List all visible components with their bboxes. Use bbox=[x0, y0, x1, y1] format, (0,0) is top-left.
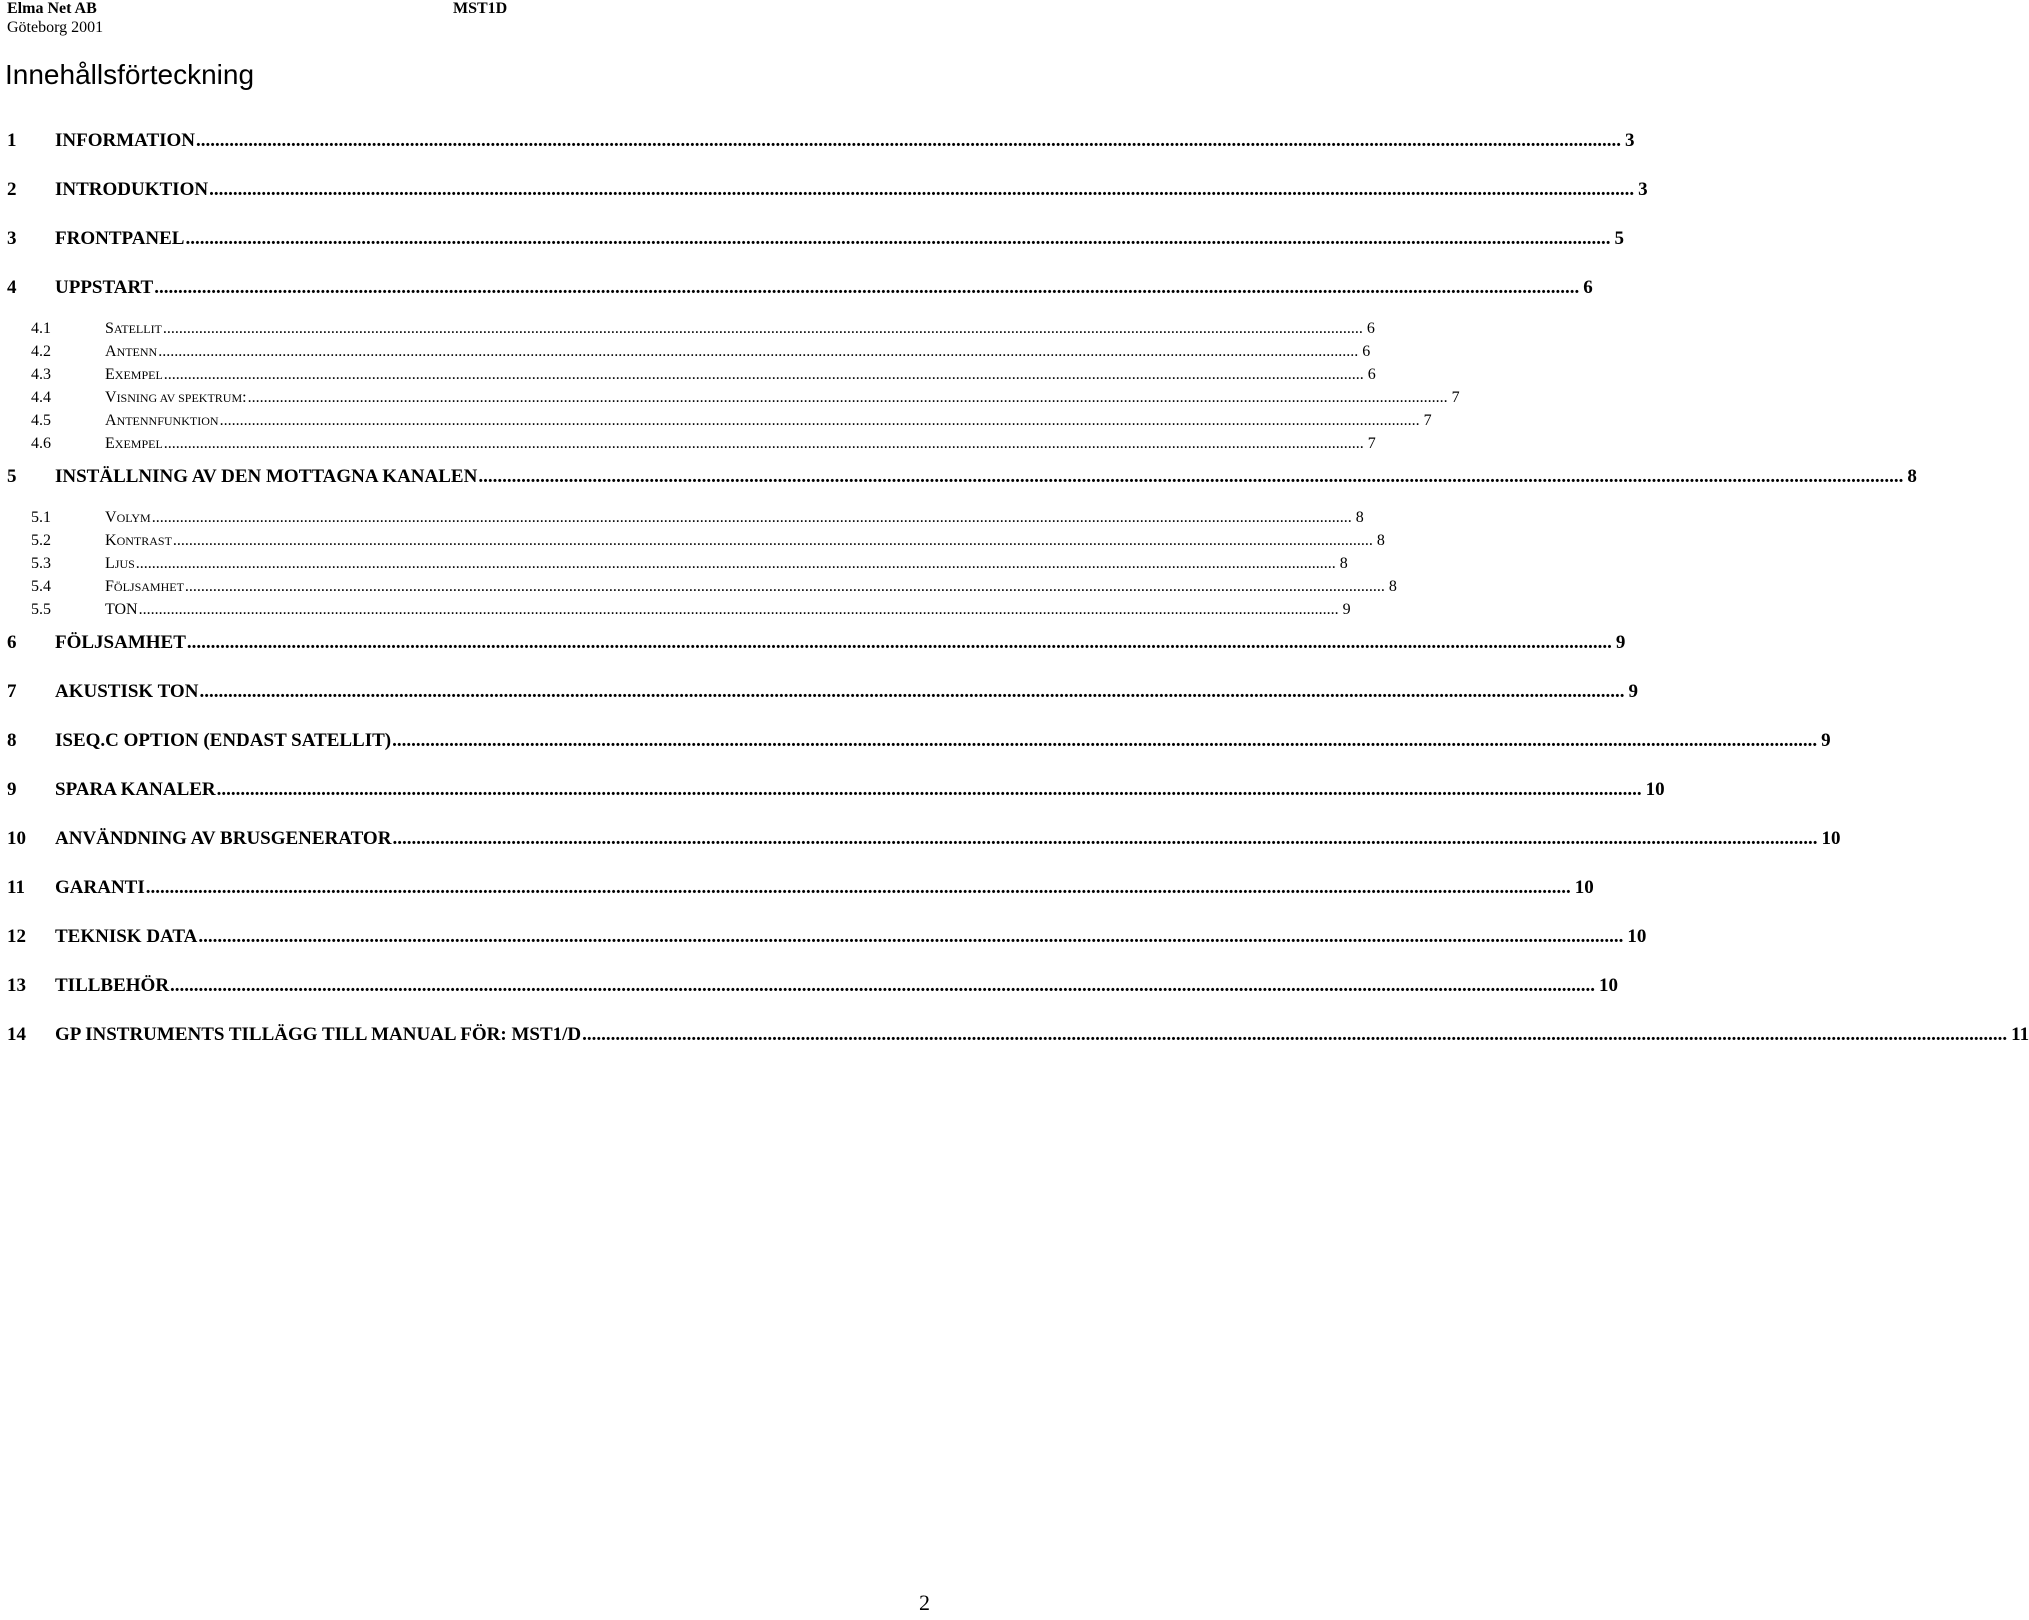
toc-entry-label: INSTÄLLNING AV DEN MOTTAGNA KANALEN bbox=[55, 466, 478, 487]
toc-entry-5-4[interactable] bbox=[0, 576, 1397, 598]
toc-entry-6[interactable] bbox=[0, 630, 1626, 656]
toc-entry-number: 4.2 bbox=[31, 343, 51, 360]
toc-entry-number: 5.5 bbox=[31, 601, 51, 618]
toc-entry-number: 2 bbox=[7, 179, 17, 200]
toc-entry-page: 10 bbox=[1645, 779, 1665, 800]
toc-leader-dots: ............................................................................................................................................................................................................................................................................................................ bbox=[163, 366, 1364, 383]
toc-entry-label: FRONTPANEL bbox=[55, 228, 185, 249]
toc-leader-dots: ............................................................................................................................................................................................................................................................................................................ bbox=[392, 730, 1818, 751]
toc-entry-number: 3 bbox=[7, 228, 17, 249]
toc-entry-label: ANTENNFUNKTION bbox=[105, 412, 219, 429]
toc-entry-number: 8 bbox=[7, 730, 17, 751]
toc-entry-label: ANTENN bbox=[105, 343, 158, 360]
toc-entry-4-6[interactable] bbox=[0, 433, 1376, 455]
toc-entry-page: 8 bbox=[1376, 532, 1385, 549]
page-number: 2 bbox=[919, 1590, 930, 1615]
toc-entry-label: SATELLIT bbox=[105, 320, 162, 337]
toc-entry-5-5[interactable] bbox=[0, 599, 1351, 621]
toc-entry-number: 11 bbox=[7, 877, 25, 898]
toc-entry-page: 11 bbox=[2011, 1024, 2029, 1045]
toc-entry-page: 3 bbox=[1638, 179, 1648, 200]
toc-leader-dots: ............................................................................................................................................................................................................................................................................................................ bbox=[216, 779, 1642, 800]
toc-leader-dots: ............................................................................................................................................................................................................................................................................................................ bbox=[158, 343, 1359, 360]
toc-entry-page: 9 bbox=[1615, 632, 1626, 653]
toc-leader-dots: ............................................................................................................................................................................................................................................................................................................ bbox=[582, 1024, 2008, 1045]
toc-entry-4-3[interactable] bbox=[0, 364, 1376, 386]
toc-entry-5-3[interactable] bbox=[0, 553, 1348, 575]
toc-entry-number: 4.6 bbox=[31, 435, 51, 452]
toc-entry-number: 5.4 bbox=[31, 578, 51, 595]
toc-entry-page: 10 bbox=[1627, 926, 1647, 947]
toc-entry-label: KONTRAST bbox=[105, 532, 172, 549]
toc-entry-page: 5 bbox=[1614, 228, 1624, 249]
toc-entry-number: 4 bbox=[7, 277, 17, 298]
toc-entry-number: 5.2 bbox=[31, 532, 51, 549]
toc-entry-page: 9 bbox=[1628, 681, 1638, 702]
toc-entry-number: 5 bbox=[7, 466, 17, 487]
toc-entry-label: LJUS bbox=[105, 555, 135, 572]
toc-entry-5-2[interactable] bbox=[0, 530, 1385, 552]
toc-leader-dots: ............................................................................................................................................................................................................................................................................................................ bbox=[196, 130, 1622, 151]
toc-title: Innehållsförteckning bbox=[5, 59, 255, 90]
toc-entry-number: 14 bbox=[7, 1024, 26, 1045]
toc-entry-3[interactable] bbox=[0, 226, 1624, 252]
toc-entry-label: ISEQ.C OPTION (ENDAST SATELLIT) bbox=[55, 730, 392, 751]
toc-entry-label: ANVÄNDNING AV BRUSGENERATOR bbox=[55, 828, 392, 849]
toc-leader-dots: ............................................................................................................................................................................................................................................................................................................ bbox=[209, 179, 1635, 200]
toc-entry-4-1[interactable] bbox=[0, 318, 1375, 340]
toc-entry-page: 8 bbox=[1388, 578, 1397, 595]
toc-entry-5[interactable] bbox=[0, 464, 1917, 490]
toc-entry-page: 6 bbox=[1366, 320, 1375, 337]
toc-entry-number: 4.3 bbox=[31, 366, 51, 383]
toc-leader-dots: ............................................................................................................................................................................................................................................................................................................ bbox=[172, 532, 1373, 549]
toc-entry-label: SPARA KANALER bbox=[55, 779, 216, 800]
toc-leader-dots: ............................................................................................................................................................................................................................................................................................................ bbox=[154, 277, 1580, 298]
toc-entry-label: EXEMPEL bbox=[105, 435, 163, 452]
toc-entry-number: 7 bbox=[7, 681, 17, 702]
toc-entry-number: 4.1 bbox=[31, 320, 51, 337]
toc-entry-number: 1 bbox=[7, 130, 17, 151]
toc-entry-page: 9 bbox=[1821, 730, 1831, 751]
toc-entry-page: 8 bbox=[1907, 466, 1917, 487]
toc-entry-label: VOLYM bbox=[105, 509, 151, 526]
toc-leader-dots: ............................................................................................................................................................................................................................................................................................................ bbox=[198, 926, 1624, 947]
toc-entry-label: UPPSTART bbox=[55, 277, 154, 298]
toc-entry-page: 7 bbox=[1451, 389, 1460, 406]
toc-entry-page: 10 bbox=[1599, 975, 1619, 996]
toc-entry-label: VISNING AV SPEKTRUM: bbox=[105, 389, 247, 406]
toc-leader-dots: ............................................................................................................................................................................................................................................................................................................ bbox=[219, 412, 1420, 429]
toc-entry-label: EXEMPEL bbox=[105, 366, 163, 383]
toc-entry-10[interactable] bbox=[0, 826, 1841, 852]
toc-entry-number: 13 bbox=[7, 975, 26, 996]
toc-leader-dots: ............................................................................................................................................................................................................................................................................................................ bbox=[151, 509, 1352, 526]
toc-entry-page: 8 bbox=[1355, 509, 1364, 526]
toc-entry-label: TON bbox=[105, 601, 138, 618]
header-document-id: MST1D bbox=[453, 0, 508, 17]
toc-entry-page: 6 bbox=[1362, 343, 1371, 360]
toc-entry-5-1[interactable] bbox=[0, 507, 1364, 529]
toc-leader-dots: ............................................................................................................................................................................................................................................................................................................ bbox=[186, 632, 1612, 653]
toc-entry-label: AKUSTISK TON bbox=[55, 681, 199, 702]
toc-entry-number: 4.5 bbox=[31, 412, 51, 429]
toc-entry-label: GARANTI bbox=[55, 877, 145, 898]
toc-leader-dots: ............................................................................................................................................................................................................................................................................................................ bbox=[145, 877, 1571, 898]
toc-entry-number: 5.3 bbox=[31, 555, 51, 572]
toc-leader-dots: ............................................................................................................................................................................................................................................................................................................ bbox=[392, 828, 1818, 849]
toc-entry-4[interactable] bbox=[0, 275, 1593, 301]
toc-leader-dots: ............................................................................................................................................................................................................................................................................................................ bbox=[135, 555, 1336, 572]
toc-entry-1[interactable] bbox=[0, 128, 1635, 154]
toc-entry-number: 12 bbox=[7, 926, 26, 947]
toc-entry-9[interactable] bbox=[0, 777, 1665, 803]
toc-leader-dots: ............................................................................................................................................................................................................................................................................................................ bbox=[184, 578, 1385, 595]
toc-entry-page: 6 bbox=[1583, 277, 1593, 298]
toc-entry-label: FÖLJSAMHET bbox=[105, 578, 184, 595]
toc-leader-dots: ............................................................................................................................................................................................................................................................................................................ bbox=[247, 389, 1448, 406]
toc-entry-13[interactable] bbox=[0, 973, 1619, 999]
toc-entry-label: INTRODUKTION bbox=[55, 179, 209, 200]
toc-leader-dots: ............................................................................................................................................................................................................................................................................................................ bbox=[185, 228, 1611, 249]
toc-leader-dots: ............................................................................................................................................................................................................................................................................................................ bbox=[170, 975, 1596, 996]
toc-leader-dots: ............................................................................................................................................................................................................................................................................................................ bbox=[138, 601, 1339, 618]
toc-entry-7[interactable] bbox=[0, 679, 1638, 705]
toc-entry-2[interactable] bbox=[0, 177, 1648, 203]
toc-entry-label: GP INSTRUMENTS TILLÄGG TILL MANUAL FÖR: MST1/D bbox=[55, 1024, 582, 1045]
toc-leader-dots: ............................................................................................................................................................................................................................................................................................................ bbox=[163, 435, 1364, 452]
toc-entry-8[interactable] bbox=[0, 728, 1831, 754]
toc-entry-number: 9 bbox=[7, 779, 17, 800]
header-city-year: Göteborg 2001 bbox=[7, 19, 104, 36]
toc-entry-number: 10 bbox=[7, 828, 26, 849]
toc-leader-dots: ............................................................................................................................................................................................................................................................................................................ bbox=[162, 320, 1363, 337]
toc-entry-number: 4.4 bbox=[31, 389, 51, 406]
toc-entry-label: TILLBEHÖR bbox=[55, 975, 170, 996]
toc-entry-page: 10 bbox=[1821, 828, 1841, 849]
toc-entry-4-2[interactable] bbox=[0, 341, 1371, 363]
toc-entry-page: 7 bbox=[1423, 412, 1432, 429]
toc-entry-page: 7 bbox=[1367, 435, 1376, 452]
toc-entry-11[interactable] bbox=[0, 875, 1594, 901]
toc-entry-page: 9 bbox=[1342, 601, 1351, 618]
toc-entry-number: 6 bbox=[7, 632, 17, 653]
toc-entry-page: 3 bbox=[1625, 130, 1635, 151]
toc-leader-dots: ............................................................................................................................................................................................................................................................................................................ bbox=[478, 466, 1904, 487]
toc-entry-4-5[interactable] bbox=[0, 410, 1432, 432]
toc-entry-4-4[interactable] bbox=[0, 387, 1460, 409]
toc-leader-dots: ............................................................................................................................................................................................................................................................................................................ bbox=[199, 681, 1625, 702]
toc-entry-page: 8 bbox=[1339, 555, 1348, 572]
toc-entry-label: TEKNISK DATA bbox=[55, 926, 198, 947]
toc-entry-page: 6 bbox=[1367, 366, 1376, 383]
toc-entry-number: 5.1 bbox=[31, 509, 51, 526]
header-company: Elma Net AB bbox=[7, 0, 97, 17]
toc-entry-12[interactable] bbox=[0, 924, 1647, 950]
toc-entry-label: FÖLJSAMHET bbox=[55, 632, 186, 653]
toc-entry-label: INFORMATION bbox=[55, 130, 196, 151]
toc-entry-14[interactable] bbox=[0, 1022, 2029, 1048]
toc-entry-page: 10 bbox=[1574, 877, 1594, 898]
